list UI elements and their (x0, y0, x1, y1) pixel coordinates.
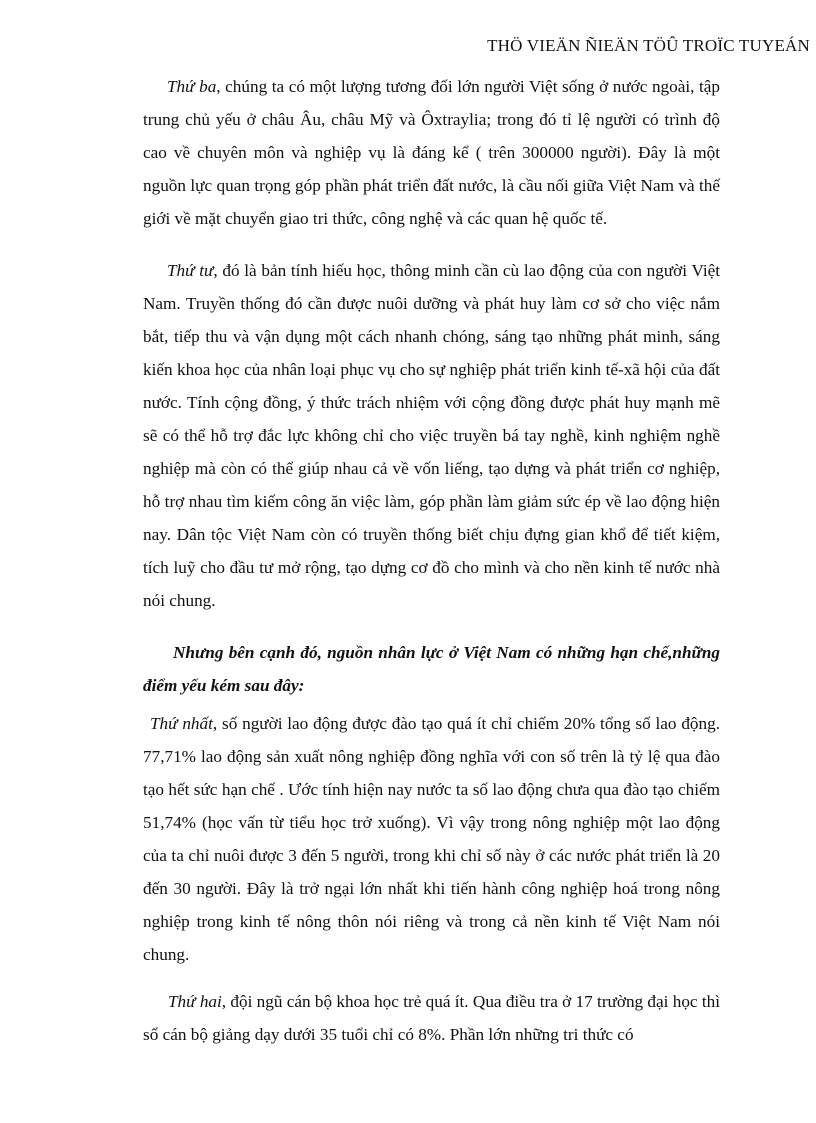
paragraph-thu-nhat (143, 707, 720, 971)
paragraph-text: , đội ngũ cán bộ khoa học trẻ quá ít. Qua điều tra ở 17 trường đại học thì số cán bộ giảng dạy dưới 35 tuổi chỉ có 8%. Phần lớn những tri thức có (143, 992, 720, 1044)
paragraph-text: , số người lao động được đào tạo quá ít chỉ chiếm 20% tổng số lao động. 77,71% lao động sản xuất nông nghiệp đồng nghĩa với con số trên là tỷ lệ qua đào tạo hết sức hạn chế . Ước tính hiện nay nước ta số lao động chưa qua đào tạo chiếm 51,74% (học vấn từ tiểu học trở xuống). Vì vậy trong nông nghiệp một lao động của ta chỉ nuôi được 3 đến 5 người, trong khi chỉ số này ở các nước phát triển là 20 đến 30 người. Đây là trở ngại lớn nhất khi tiến hành công nghiệp hoá trong nông nghiệp trong kinh tế nông thôn nói riêng và trong cả nền kinh tế Việt Nam nói chung. (143, 714, 720, 964)
paragraph-thu-ba (143, 70, 720, 235)
paragraph-text: , chúng ta có một lượng tương đối lớn người Việt sống ở nước ngoài, tập trung chủ yếu ở châu Âu, châu Mỹ và Ôxtraylia; trong đó tỉ lệ người có trình độ cao về chuyên môn và nghiệp vụ là đáng kể ( trên 300000 người). Đây là một nguồn lực quan trọng góp phần phát triển đất nước, là cầu nối giữa Việt Nam và thế giới về mặt chuyển giao tri thức, công nghệ và các quan hệ quốc tế. (143, 77, 720, 228)
paragraph-thu-hai (143, 985, 720, 1051)
paragraph-lead: Thứ ba (167, 77, 217, 96)
section-heading: Nhưng bên cạnh đó, nguồn nhân lực ở Việt Nam có những hạn chế,những điểm yếu kém sau đây: (143, 643, 720, 695)
paragraph-lead: Thứ hai (168, 992, 222, 1011)
page-header: THÖ VIEÄN ÑIEÄN TÖÛ TROÏC TUYEÁN (487, 36, 810, 55)
paragraph-text: , đó là bản tính hiếu học, thông minh cần cù lao động của con người Việt Nam. Truyền thống đó cần được nuôi dưỡng và phát huy làm cơ sở cho việc nắm bắt, tiếp thu và vận dụng một cách nhanh chóng, sáng tạo những phát minh, sáng kiến khoa học của nhân loại phục vụ cho sự nghiệp phát triển kinh tế-xã hội của đất nước. Tính cộng đồng, ý thức trách nhiệm với cộng đồng được phát huy mạnh mẽ sẽ có thể hỗ trợ đắc lực không chỉ cho việc truyền bá tay nghề, kinh nghiệm nghề nghiệp mà còn có thể giúp nhau cả về vốn liếng, tạo dựng và phát triển cơ nghiệp, hỗ trợ nhau tìm kiếm công ăn việc làm, góp phần làm giảm sức ép về lao động hiện nay. Dân tộc Việt Nam còn có truyền thống biết chịu đựng gian khổ để tiết kiệm, tích luỹ cho đầu tư mở rộng, tạo dựng cơ đồ cho mình và cho nền kinh tế nước nhà nói chung. (143, 261, 720, 610)
paragraph-lead: Thứ tư (167, 261, 214, 280)
paragraph-thu-tu (143, 254, 720, 617)
document-body (143, 70, 720, 1051)
paragraph-lead: Thứ nhất (150, 714, 213, 733)
